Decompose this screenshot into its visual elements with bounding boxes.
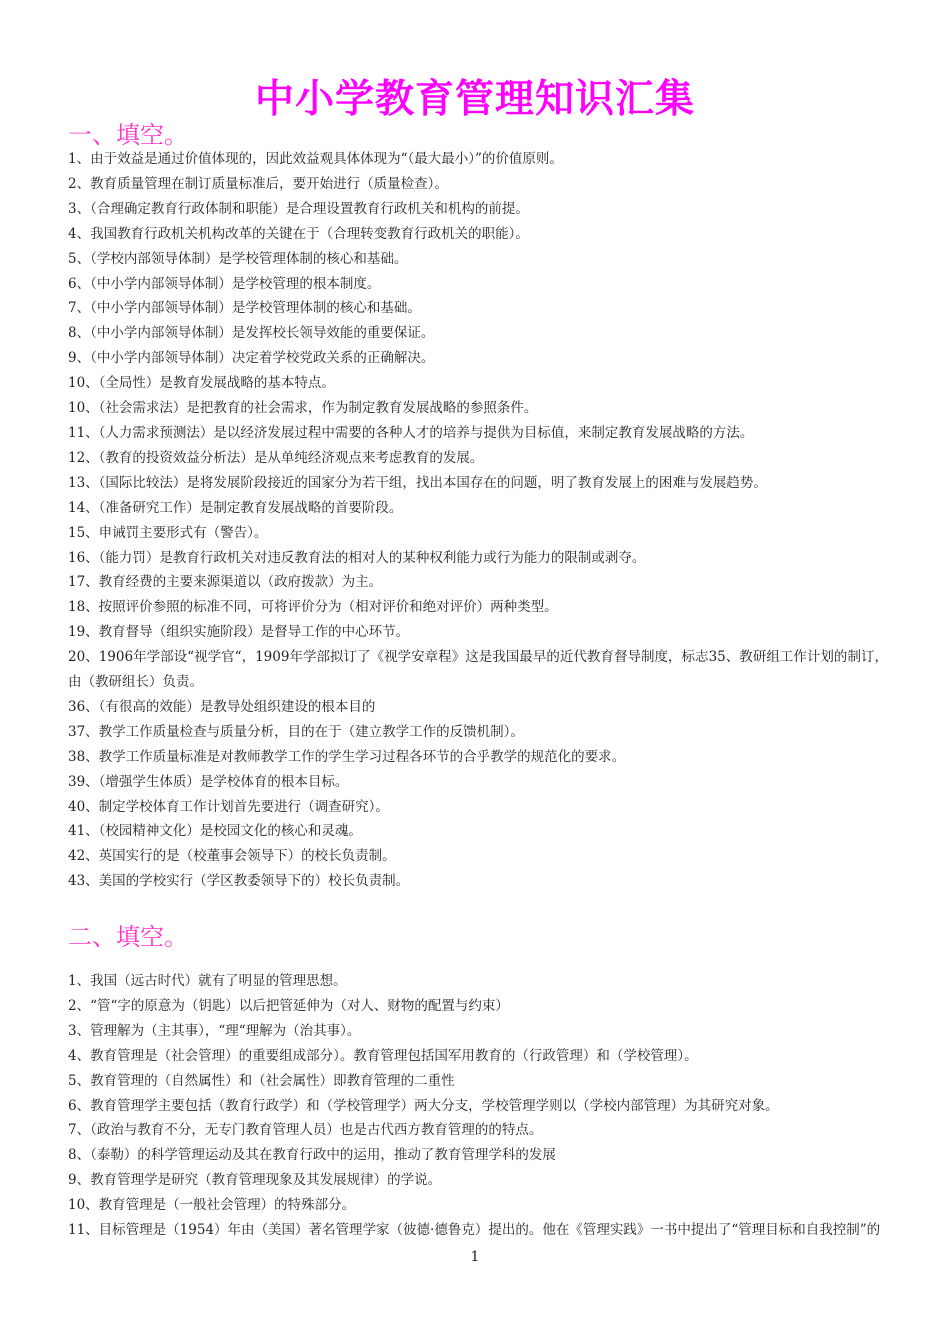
- list-item: 10、教育管理是（一般社会管理）的特殊部分。: [68, 1197, 356, 1214]
- list-item: 16、（能力罚）是教育行政机关对违反教育法的相对人的某种权利能力或行为能力的限制或剥夺。: [68, 549, 646, 566]
- list-item: 3、（合理确定教育行政体制和职能）是合理设置教育行政机关和机构的前提。: [68, 200, 529, 217]
- list-item: 4、我国教育行政机关机构改革的关键在于（合理转变教育行政机关的职能）。: [68, 225, 529, 242]
- list-item: 15、申诫罚主要形式有（警告）。: [68, 524, 268, 541]
- list-item: 1、由于效益是通过价值体现的，因此效益观具体体现为“（最大最小）”的价值原则。: [68, 151, 563, 167]
- page-number: 1: [470, 1249, 480, 1265]
- list-item: 5、教育管理的（自然属性）和（社会属性）即教育管理的二重性: [68, 1072, 455, 1089]
- list-item: 19、教育督导（组织实施阶段）是督导工作的中心环节。: [68, 624, 410, 641]
- list-item: 40、制定学校体育工作计划首先要进行（调查研究）。: [68, 798, 389, 815]
- list-item: 9、教育管理学是研究（教育管理现象及其发展规律）的学说。: [68, 1172, 442, 1189]
- list-item: 12、（教育的投资效益分析法）是从单纯经济观点来考虑教育的发展。: [68, 449, 484, 466]
- list-item: 18、按照评价参照的标准不同，可将评价分为（相对评价和绝对评价）两种类型。: [68, 599, 558, 616]
- list-item: 4、教育管理是（社会管理）的重要组成部分）。教育管理包括国军用教育的（行政管理）和（学校管理）。: [68, 1047, 698, 1064]
- list-item: 41、（校园精神文化）是校园文化的核心和灵魂。: [68, 823, 362, 840]
- list-item: 39、（增强学生体质）是学校体育的根本目标。: [68, 773, 349, 790]
- list-item: 6、教育管理学主要包括（教育行政学）和（学校管理学）两大分支，学校管理学则以（学校内部管理）为其研究对象。: [68, 1097, 779, 1114]
- list-item: 20、1906年学部设“视学官“，1909年学部拟订了《视学安章程》这是我国最早的近代教育督导制度，标志35、教研组工作计划的制订，由（教研组长）负责。: [68, 649, 888, 691]
- document-title: 中小学教育管理知识汇集: [254, 77, 695, 122]
- section-1-list: [68, 147, 888, 894]
- list-item: 5、（学校内部领导体制）是学校管理体制的核心和基础。: [68, 250, 408, 267]
- list-item: 6、（中小学内部领导体制）是学校管理的根本制度。: [68, 275, 381, 292]
- list-item: 42、英国实行的是（校董事会领导下）的校长负责制。: [68, 848, 396, 865]
- list-item: 11、（人力需求预测法）是以经济发展过程中需要的各种人才的培养与提供为目标值，来制定教育发展战略的方法。: [68, 424, 754, 441]
- list-item: 37、教学工作质量检查与质量分析，目的在于（建立教学工作的反馈机制）。: [68, 723, 524, 740]
- list-item: 9、（中小学内部领导体制）决定着学校党政关系的正确解决。: [68, 350, 435, 367]
- list-item: 43、美国的学校实行（学区教委领导下的）校长负责制。: [68, 873, 410, 890]
- list-item: 2、教育质量管理在制订质量标准后，要开始进行（质量检查）。: [68, 175, 448, 192]
- list-item: 3、管理解为（主其事），“理“理解为（治其事）。: [68, 1022, 361, 1039]
- list-item: 11、目标管理是（1954）年由（美国）著名管理学家（彼德·德鲁克）提出的。他在《管理实践》一书中提出了“管理目标和自我控制”的: [68, 1222, 881, 1239]
- list-item: 36、（有很高的效能）是教导处组织建设的根本目的: [68, 698, 376, 715]
- section-heading-2: 二、填空。: [68, 923, 188, 951]
- list-item: 14、（准备研究工作）是制定教育发展战略的首要阶段。: [68, 499, 403, 516]
- list-item: 17、教育经费的主要来源渠道以（政府拨款）为主。: [68, 574, 383, 591]
- list-item: 8、（中小学内部领导体制）是发挥校长领导效能的重要保证。: [68, 325, 435, 342]
- list-item: 13、（国际比较法）是将发展阶段接近的国家分为若干组，找出本国存在的问题，明了教育发展上的困难与发展趋势。: [68, 474, 767, 491]
- list-item: 7、（政治与教育不分，无专门教育管理人员）也是古代西方教育管理的的特点。: [68, 1122, 543, 1139]
- list-item: 1、我国（远古时代）就有了明显的管理思想。: [68, 973, 347, 989]
- list-item: 7、（中小学内部领导体制）是学校管理体制的核心和基础。: [68, 300, 421, 317]
- section-heading-1: 一、填空。: [68, 121, 188, 149]
- list-item: 10、（社会需求法）是把教育的社会需求，作为制定教育发展战略的参照条件。: [68, 400, 538, 417]
- list-item: 10、（全局性）是教育发展战略的基本特点。: [68, 375, 335, 392]
- list-item: 8、（泰勒）的科学管理运动及其在教育行政中的运用，推动了教育管理学科的发展: [68, 1147, 556, 1164]
- section-2-list: [68, 969, 888, 1243]
- list-item: 38、教学工作质量标准是对教师教学工作的学生学习过程各环节的合乎教学的规范化的要求。: [68, 748, 626, 765]
- list-item: 2、“管“字的原意为（钥匙）以后把管延伸为（对人、财物的配置与约束）: [68, 997, 509, 1014]
